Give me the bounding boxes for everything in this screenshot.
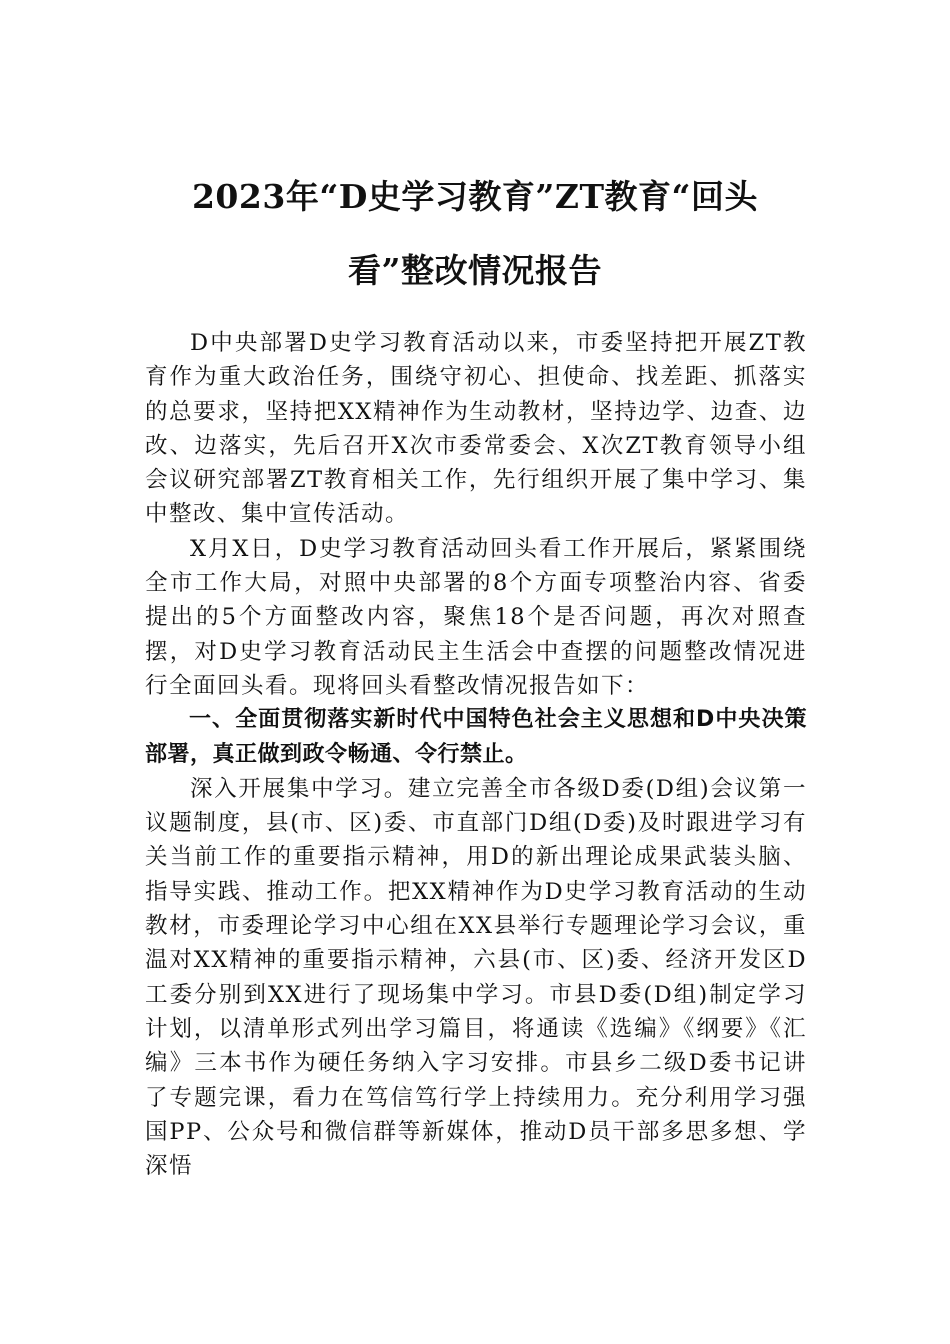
document-title: [130, 160, 820, 308]
section-paragraph: 深入开展集中学习。建立完善全市各级D委(D组)会议第一议题制度，县(市、区)委、市直部门D组(D委)及时跟进学习有关当前工作的重要指示精神，用D的新出理论成果武装头脑、指导实践、推动工作。把XX精神作为D史学习教育活动的生动教材，市委理论学习中心组在XX县举行专题理论学习会议，重温对XX精神的重要指示精神，六县(市、区)委、经济开发区D工委分别到XX进行了现场集中学习。市县D委(D组)制定学习计划，以清单形式列出学习篇目，将通读《选编》《纲要》《汇编》三本书作为硬任务纳入字习安排。市县乡二级D委书记讲了专题完课，看力在笃信笃行学上持续用力。充分利用学习强国PP、公众号和微信群等新媒体，推动D员干部多思多想、学深悟: [145, 775, 807, 1180]
review-paragraph: X月X日，D史学习教育活动回头看工作开展后，紧紧围绕全市工作大局，对照中央部署的8个方面专项整治内容、省委提出的5个方面整改内容，聚焦18个是否问题，再次对照查摆，对D史学习教育活动民主生活会中查摆的问题整改情况进行全面回头看。现将回头看整改情况报告如下：: [145, 535, 807, 699]
title-line-2: 看”整改情况报告: [348, 251, 602, 290]
section-heading: 一、全面贯彻落实新时代中国特色社会主义思想和D中央决策部署，真正做到政令畅通、令行禁止。: [145, 707, 807, 767]
title-line-1: 2023年“D史学习教育”ZT教育“回头: [191, 177, 759, 216]
intro-paragraph: D中央部署D史学习教育活动以来，市委坚持把开展ZT教育作为重大政治任务，围绕守初心、担使命、找差距、抓落实的总要求，坚持把XX精神作为生动教材，坚持边学、边查、边改、边落实，先后召开X次市委常委会、X次ZT教育领导小组会议研究部署ZT教育相关工作，先行组织开展了集中学习、集中整改、集中宣传活动。: [145, 330, 807, 528]
document-body: [145, 326, 807, 1183]
